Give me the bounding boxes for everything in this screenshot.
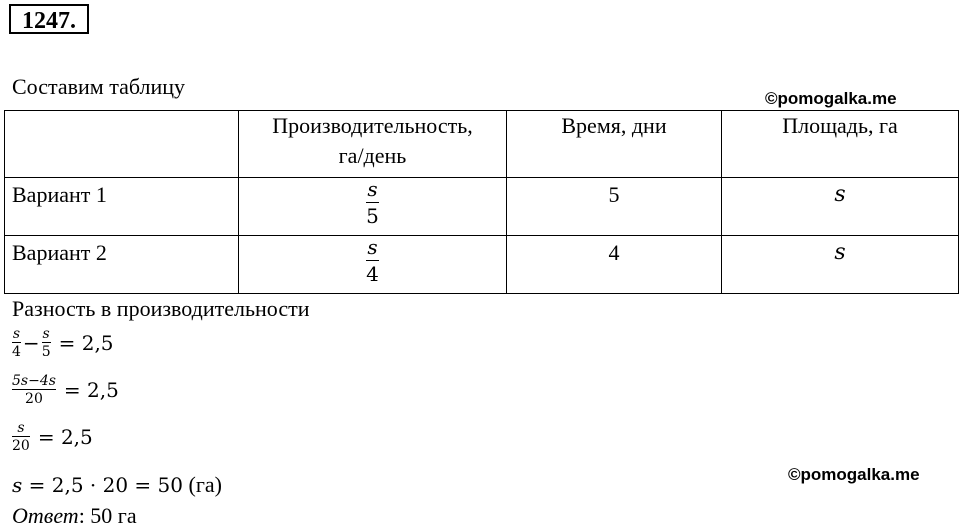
fraction — [12, 374, 56, 406]
answer-label: Ответ — [12, 503, 79, 528]
table-header-row — [5, 111, 959, 178]
header-time: Время, дни — [507, 111, 722, 178]
productivity-cell — [239, 236, 507, 294]
data-table — [4, 110, 959, 294]
fraction — [12, 421, 30, 453]
row-label: Вариант 1 — [5, 178, 239, 236]
table-row — [5, 236, 959, 294]
answer-line — [12, 503, 137, 529]
area-cell: s — [722, 236, 959, 294]
fraction — [42, 327, 51, 359]
time-cell: 5 — [507, 178, 722, 236]
header-productivity — [239, 111, 507, 178]
fraction-denominator: 20 — [12, 438, 30, 454]
equation-3 — [12, 421, 93, 453]
equation-rhs: = 2,5 — [58, 331, 114, 355]
equation-variable: s — [12, 473, 23, 497]
fraction-numerator: s — [42, 326, 50, 342]
productivity-cell — [239, 178, 507, 236]
problem-number: 1247. — [9, 4, 89, 34]
fraction-denominator: 5 — [41, 344, 51, 360]
equation-unit: (га) — [183, 472, 222, 497]
header-productivity-line2: га/день — [338, 143, 407, 168]
row-label: Вариант 2 — [5, 236, 239, 294]
header-empty-cell — [5, 111, 239, 178]
fraction — [12, 327, 21, 359]
productivity-fraction — [366, 236, 379, 284]
fraction-denominator: 20 — [25, 391, 43, 407]
intro-text: Составим таблицу — [12, 74, 186, 99]
equation-4 — [12, 472, 222, 498]
header-area: Площадь, га — [722, 111, 959, 178]
watermark-bottom: ©pomogalka.me — [788, 465, 920, 484]
watermark-top: ©pomogalka.me — [765, 89, 897, 108]
area-cell: s — [722, 178, 959, 236]
time-cell: 4 — [507, 236, 722, 294]
equation-body: = 2,5 · 20 = 50 — [22, 473, 183, 497]
fraction-denominator: 5 — [366, 204, 379, 228]
fraction-denominator: 4 — [366, 262, 379, 286]
equation-2 — [12, 374, 119, 406]
equation-rhs: = 2,5 — [37, 425, 93, 449]
fraction-numerator: s — [367, 235, 378, 259]
table-row — [5, 178, 959, 236]
minus-sign: − — [22, 331, 40, 355]
fraction-numerator: s — [17, 420, 25, 436]
fraction-numerator: s — [367, 177, 378, 201]
productivity-fraction — [366, 178, 379, 226]
difference-title: Разность в производительности — [12, 296, 310, 321]
fraction-denominator: 4 — [12, 344, 21, 360]
header-productivity-line1: Производительность, — [272, 113, 473, 138]
equation-1 — [12, 327, 114, 359]
fraction-numerator: 5s−4s — [12, 373, 56, 389]
equation-rhs: = 2,5 — [63, 378, 119, 402]
answer-text: : 50 га — [78, 503, 137, 528]
fraction-numerator: s — [12, 326, 21, 342]
